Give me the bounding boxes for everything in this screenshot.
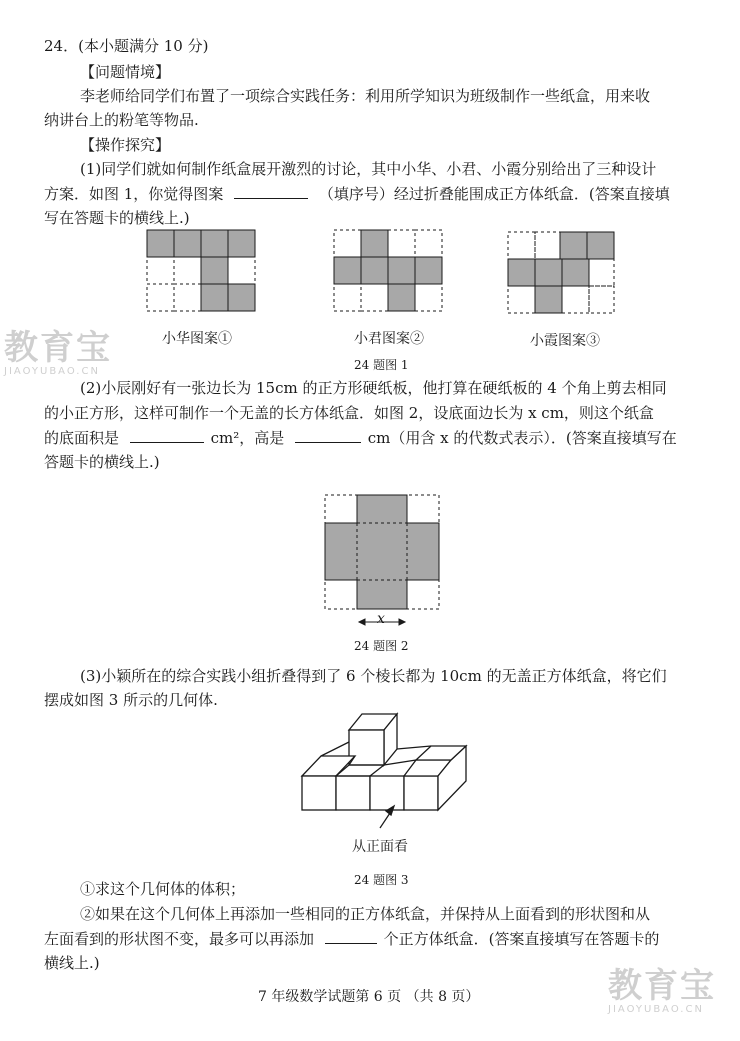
figure-3-solid — [302, 714, 466, 810]
fig1-caption: 24 题图 1 — [354, 358, 409, 372]
section-situation: 【问题情境】 — [80, 63, 171, 81]
section-explore: 【操作探究】 — [80, 136, 171, 154]
part1-line-3: 写在答题卡的横线上.) — [44, 209, 190, 227]
fig1-label-1: 小华图案① — [162, 331, 232, 347]
watermark-right-big: 教育宝 — [608, 966, 716, 1006]
subquestion-2-line-1: ②如果在这个几何体上再添加一些相同的正方体纸盒，并保持从上面看到的形状图和从 — [80, 905, 651, 923]
part2-line-2: 的小正方形，这样可制作一个无盖的长方体纸盒．如图 2，设底面边长为 x cm，则这个纸盒 — [44, 404, 654, 422]
answer-blank-2[interactable] — [130, 428, 204, 443]
net-pattern-1 — [147, 230, 255, 311]
net-pattern-3 — [508, 232, 614, 313]
net-pattern-2 — [334, 230, 442, 311]
part2-line-3a: 的底面积是 — [44, 429, 120, 447]
part2-line-3b: cm²，高是 — [210, 429, 285, 447]
subquestion-2-line-2a: 左面看到的形状图不变，最多可以再添加 — [44, 930, 315, 948]
answer-blank-4[interactable] — [325, 929, 377, 944]
question-header: 24．(本小题满分 10 分) — [44, 37, 209, 55]
part1-line-1: (1)同学们就如何制作纸盒展开激烈的讨论，其中小华、小君、小霞分别给出了三种设计 — [80, 160, 657, 178]
part1-line-2a: 方案．如图 1，你觉得图案 — [44, 185, 224, 203]
fig2-x-label: x — [377, 611, 385, 627]
fig1-label-3: 小霞图案③ — [530, 333, 600, 349]
part2-line-1: (2)小辰刚好有一张边长为 15cm 的正方形硬纸板，他打算在硬纸板的 4 个角上剪去相同 — [80, 379, 667, 397]
part2-line-3c: cm（用含 x 的代数式表示）．(答案直接填写在 — [367, 429, 677, 447]
watermark-left — [4, 330, 112, 377]
figure-2-cardboard — [325, 495, 439, 625]
watermark-left-big: 教育宝 — [4, 328, 112, 368]
fig3-view-label: 从正面看 — [352, 839, 408, 855]
page-footer: 7 年级数学试题第 6 页 （共 8 页） — [258, 989, 480, 1005]
watermark-left-small: JIAOYUBAO.CN — [4, 366, 100, 377]
watermark-right-small: JIAOYUBAO.CN — [608, 1004, 704, 1015]
part2-line-3 — [44, 428, 677, 448]
situation-line-2: 纳讲台上的粉笔等物品. — [44, 111, 199, 129]
watermark-right — [608, 968, 716, 1015]
fig1-label-2: 小君图案② — [354, 331, 424, 347]
subquestion-2-line-2 — [44, 929, 659, 949]
part3-line-1: (3)小颖所在的综合实践小组折叠得到了 6 个棱长都为 10cm 的无盖正方体纸盒，将它们 — [80, 667, 667, 685]
part2-line-4: 答题卡的横线上.) — [44, 453, 160, 471]
subquestion-1: ①求这个几何体的体积； — [80, 880, 246, 898]
part1-line-2b: （填序号）经过折叠能围成正方体纸盒．(答案直接填 — [318, 185, 670, 203]
subquestion-2-line-2b: 个正方体纸盒．(答案直接填写在答题卡的 — [383, 930, 660, 948]
subquestion-2-line-3: 横线上.) — [44, 954, 100, 972]
fig2-caption: 24 题图 2 — [354, 639, 409, 653]
answer-blank-3[interactable] — [295, 428, 361, 443]
part3-line-2: 摆成如图 3 所示的几何体. — [44, 691, 218, 709]
fig3-caption: 24 题图 3 — [354, 873, 409, 887]
situation-line-1: 李老师给同学们布置了一项综合实践任务：利用所学知识为班级制作一些纸盒，用来收 — [80, 87, 651, 105]
